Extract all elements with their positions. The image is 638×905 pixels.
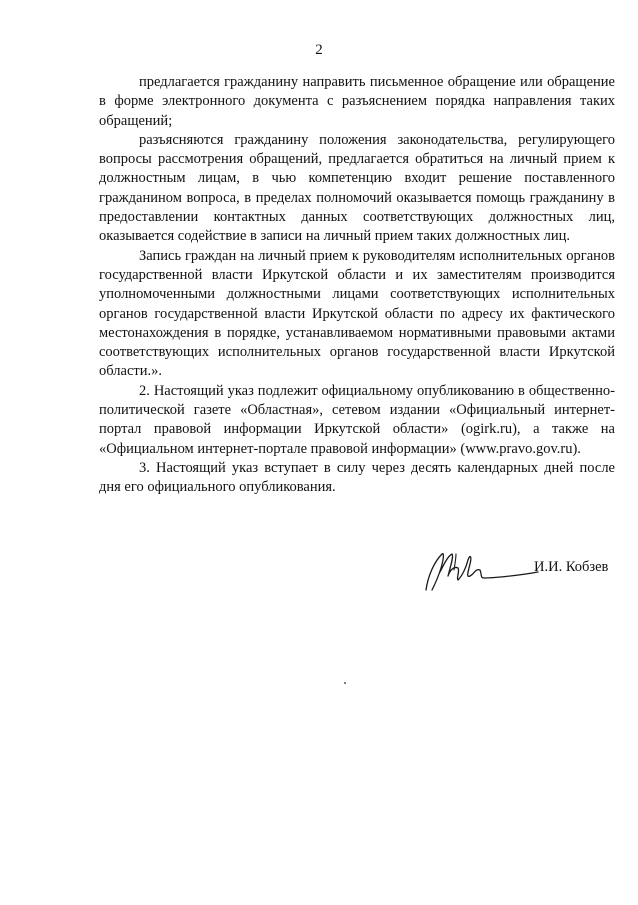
paragraph-1: предлагается гражданину направить письменное обращение или обращение в форме электронного документа с разъяснением порядка направления таких обращений;	[99, 74, 615, 129]
signer-name: И.И. Кобзев	[534, 559, 609, 575]
scan-speck	[344, 682, 346, 684]
page-number: 2	[315, 42, 323, 58]
document-body	[99, 73, 615, 498]
paragraph-3: Запись граждан на личный прием к руководителям исполнительных органов государственной власти Иркутской области и их заместителям производится уполномоченными должностными лицами соответствующих исполнительных органов государственной власти Иркутской области по адресу их фактического местонахождения в порядке, устанавливаемом нормативными правовыми актами соответствующих исполнительных органов государственной власти Иркутской области.».	[99, 247, 615, 380]
paragraph-5: 3. Настоящий указ вступает в силу через десять календарных дней после дня его официального опубликования.	[99, 459, 615, 496]
paragraph-2: разъясняются гражданину положения законодательства, регулирующего вопросы рассмотрения обращений, предлагается обратиться на личный прием к должностным лицам, в чью компетенцию входит решение поставленного гражданином вопроса, в пределах полномочий оказывается помощь гражданину в предоставлении контактных данных соответствующих должностных лиц, оказывается содействие в записи на личный прием таких должностных лиц.	[99, 131, 615, 245]
paragraph-4: 2. Настоящий указ подлежит официальному опубликованию в общественно-политической газете «Областная», сетевом издании «Официальный интернет-портал правовой информации Иркутской области» (ogirk.ru), а также на «Официальном интернет-портале правовой информации» (www.pravo.gov.ru).	[99, 382, 615, 457]
signature-block	[420, 546, 620, 596]
